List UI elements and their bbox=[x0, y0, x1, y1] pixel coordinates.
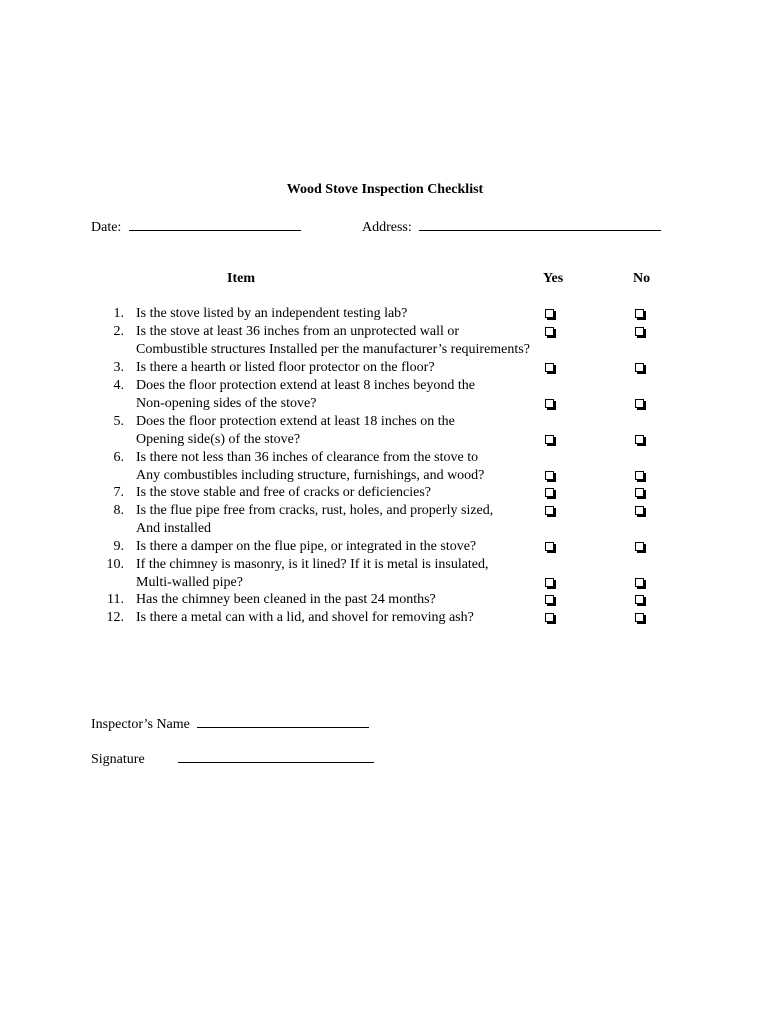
item-number: 10. bbox=[106, 557, 124, 572]
item-column-header: Item bbox=[227, 271, 255, 286]
item-number: 6. bbox=[113, 450, 124, 465]
document-title: Wood Stove Inspection Checklist bbox=[286, 182, 484, 197]
date-label: Date: bbox=[91, 220, 122, 235]
no-checkbox[interactable] bbox=[635, 613, 644, 622]
item-text: Is there a damper on the flue pipe, or integrated in the stove? bbox=[136, 539, 477, 554]
no-checkbox[interactable] bbox=[635, 327, 644, 336]
item-text: Is the stove at least 36 inches from an unprotected wall or bbox=[136, 324, 460, 339]
yes-checkbox[interactable] bbox=[545, 399, 554, 408]
address-label: Address: bbox=[362, 220, 412, 235]
item-text: Does the floor protection extend at least 8 inches beyond the bbox=[136, 378, 476, 393]
item-text: And installed bbox=[136, 521, 212, 536]
item-text: Any combustibles including structure, furnishings, and wood? bbox=[136, 468, 485, 483]
item-number: 9. bbox=[113, 539, 124, 554]
inspector-label: Inspector’s Name bbox=[91, 717, 190, 732]
yes-checkbox[interactable] bbox=[545, 488, 554, 497]
item-number: 11. bbox=[107, 592, 124, 607]
item-text: Is there a hearth or listed floor protector on the floor? bbox=[136, 360, 435, 375]
signature-label: Signature bbox=[91, 752, 145, 767]
item-number: 8. bbox=[113, 503, 124, 518]
signature-row bbox=[91, 748, 374, 769]
item-number: 3. bbox=[113, 360, 124, 375]
date-row bbox=[91, 216, 301, 237]
yes-checkbox[interactable] bbox=[545, 595, 554, 604]
yes-checkbox[interactable] bbox=[545, 327, 554, 336]
item-text: Opening side(s) of the stove? bbox=[136, 432, 301, 447]
no-checkbox[interactable] bbox=[635, 595, 644, 604]
yes-checkbox[interactable] bbox=[545, 542, 554, 551]
item-number: 5. bbox=[113, 414, 124, 429]
item-text: If the chimney is masonry, is it lined? If it is metal is insulated, bbox=[136, 557, 489, 572]
yes-column-header: Yes bbox=[543, 271, 564, 286]
no-checkbox[interactable] bbox=[635, 399, 644, 408]
no-checkbox[interactable] bbox=[635, 488, 644, 497]
yes-checkbox[interactable] bbox=[545, 506, 554, 515]
inspector-row bbox=[91, 713, 369, 734]
item-number: 4. bbox=[113, 378, 124, 393]
item-number: 2. bbox=[113, 324, 124, 339]
yes-checkbox[interactable] bbox=[545, 363, 554, 372]
no-checkbox[interactable] bbox=[635, 471, 644, 480]
item-text: Is the flue pipe free from cracks, rust, holes, and properly sized, bbox=[136, 503, 494, 518]
item-text: Combustible structures Installed per the manufacturer’s requirements? bbox=[136, 342, 530, 357]
signature-field[interactable] bbox=[178, 748, 374, 763]
item-text: Is the stove stable and free of cracks or deficiencies? bbox=[136, 485, 432, 500]
item-text: Is there not less than 36 inches of clearance from the stove to bbox=[136, 450, 479, 465]
yes-checkbox[interactable] bbox=[545, 471, 554, 480]
item-text: Does the floor protection extend at least 18 inches on the bbox=[136, 414, 455, 429]
no-checkbox[interactable] bbox=[635, 435, 644, 444]
no-checkbox[interactable] bbox=[635, 363, 644, 372]
inspector-name-field[interactable] bbox=[197, 713, 369, 728]
item-text: Is the stove listed by an independent testing lab? bbox=[136, 306, 408, 321]
no-checkbox[interactable] bbox=[635, 578, 644, 587]
no-checkbox[interactable] bbox=[635, 506, 644, 515]
item-number: 7. bbox=[113, 485, 124, 500]
item-text: Multi-walled pipe? bbox=[136, 575, 243, 590]
yes-checkbox[interactable] bbox=[545, 613, 554, 622]
no-checkbox[interactable] bbox=[635, 542, 644, 551]
no-checkbox[interactable] bbox=[635, 309, 644, 318]
yes-checkbox[interactable] bbox=[545, 435, 554, 444]
item-text: Has the chimney been cleaned in the past 24 months? bbox=[136, 592, 436, 607]
address-field[interactable] bbox=[419, 216, 661, 231]
yes-checkbox[interactable] bbox=[545, 578, 554, 587]
item-number: 12. bbox=[106, 610, 124, 625]
item-text: Non-opening sides of the stove? bbox=[136, 396, 317, 411]
item-number: 1. bbox=[113, 306, 124, 321]
address-row bbox=[362, 216, 661, 237]
yes-checkbox[interactable] bbox=[545, 309, 554, 318]
date-field[interactable] bbox=[129, 216, 301, 231]
no-column-header: No bbox=[633, 271, 651, 286]
item-text: Is there a metal can with a lid, and shovel for removing ash? bbox=[136, 610, 474, 625]
